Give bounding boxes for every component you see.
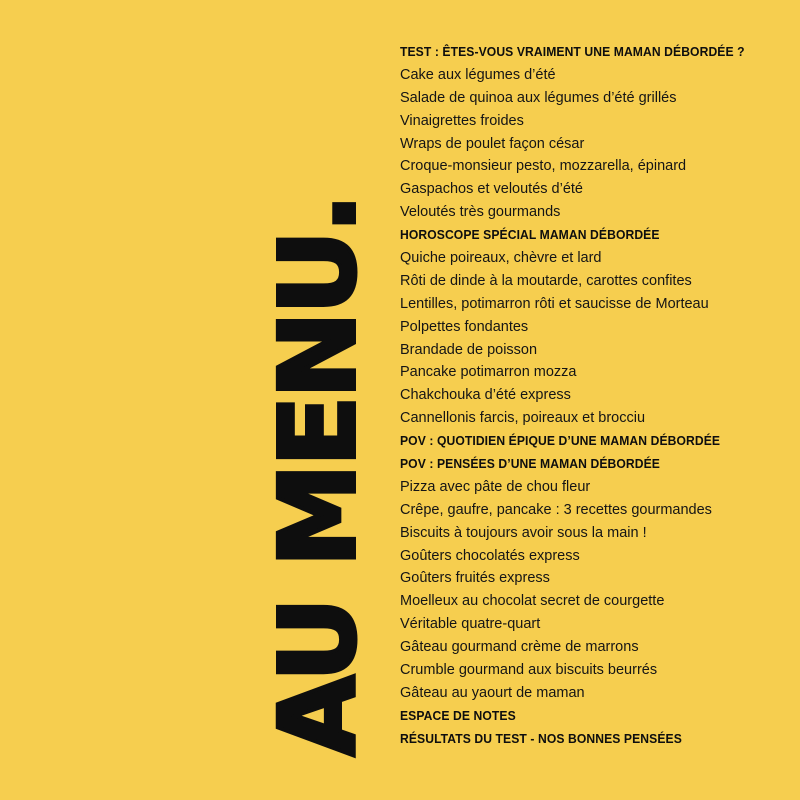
menu-item: Rôti de dinde à la moutarde, carottes confites: [400, 272, 692, 289]
menu-item: Chakchouka d’été express: [400, 387, 571, 404]
menu-item: Gaspachos et veloutés d’été: [400, 181, 583, 198]
menu-item: Gâteau au yaourt de maman: [400, 684, 585, 701]
menu-item: Cake aux légumes d’été: [400, 66, 556, 83]
menu-item: Salade de quinoa aux légumes d’été grillés: [400, 89, 677, 106]
menu-item: Veloutés très gourmands: [400, 204, 561, 221]
menu-item: Biscuits à toujours avoir sous la main !: [400, 524, 647, 541]
menu-item: Wraps de poulet façon césar: [400, 135, 585, 152]
section-heading: POV : QUOTIDIEN ÉPIQUE D’UNE MAMAN DÉBORDÉE: [400, 433, 721, 449]
section-heading: TEST : ÊTES-VOUS VRAIMENT UNE MAMAN DÉBORDÉE ?: [400, 44, 745, 59]
section-heading: RÉSULTATS DU TEST - NOS BONNES PENSÉES: [400, 730, 682, 746]
menu-item: Lentilles, potimarron rôti et saucisse de Morteau: [400, 295, 709, 312]
menu-item: Polpettes fondantes: [400, 318, 529, 335]
page-title: AU MENU.: [257, 196, 379, 756]
menu-item: Crêpe, gaufre, pancake : 3 recettes gourmandes: [400, 501, 712, 518]
menu-item: Pancake potimarron mozza: [400, 364, 577, 381]
menu-item: Pizza avec pâte de chou fleur: [400, 478, 591, 495]
menu-item: Gâteau gourmand crème de marrons: [400, 639, 639, 656]
section-heading: POV : PENSÉES D’UNE MAMAN DÉBORDÉE: [400, 456, 660, 472]
section-heading: HOROSCOPE SPÉCIAL MAMAN DÉBORDÉE: [400, 227, 660, 243]
menu-item: Goûters chocolatés express: [400, 547, 580, 564]
menu-item: Goûters fruités express: [400, 570, 550, 587]
section-heading: ESPACE DE NOTES: [400, 707, 516, 723]
menu-item: Brandade de poisson: [400, 341, 538, 358]
menu-item: Moelleux au chocolat secret de courgette: [400, 593, 665, 610]
menu-item: Croque-monsieur pesto, mozzarella, épinard: [400, 158, 687, 175]
menu-item: Vinaigrettes froides: [400, 112, 524, 129]
menu-item: Véritable quatre-quart: [400, 616, 541, 633]
menu-item: Quiche poireaux, chèvre et lard: [400, 250, 602, 267]
menu-list: [400, 41, 790, 751]
menu-item: Cannellonis farcis, poireaux et brocciu: [400, 410, 646, 427]
menu-item: Crumble gourmand aux biscuits beurrés: [400, 662, 658, 679]
